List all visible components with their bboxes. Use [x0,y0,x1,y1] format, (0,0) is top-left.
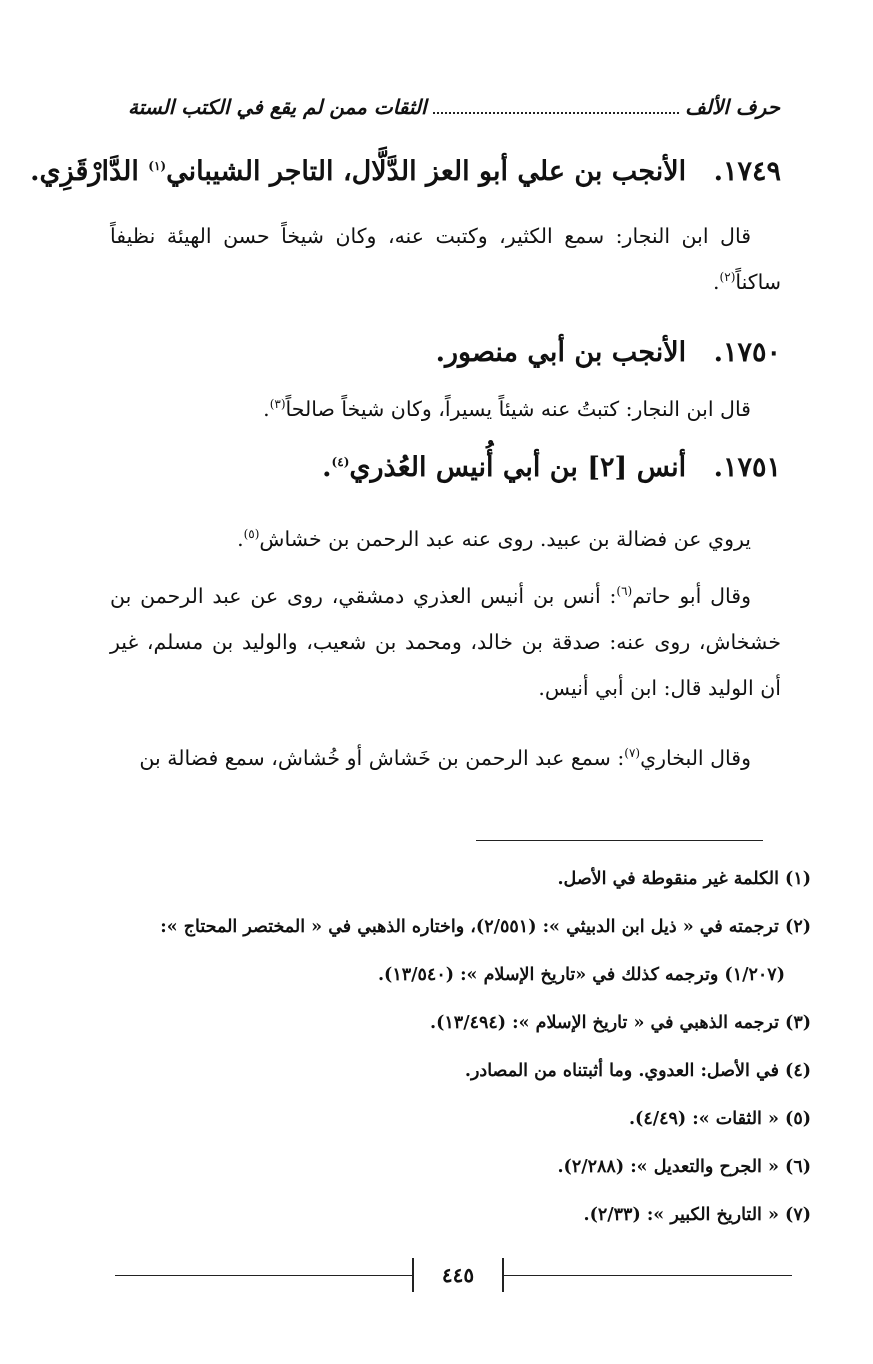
paragraph [110,573,781,711]
footnote: (٦) « الجرح والتعديل »: (٢/٢٨٨). [557,1157,811,1177]
paragraph-text: وقال أبو حاتم [632,584,752,608]
paragraph-end: . [263,397,270,421]
paragraph-end: . [237,527,244,551]
entry-name-tail: الدَّارْقَزِي. [30,156,139,187]
entry-name-tail: . [322,452,332,483]
paragraph-text: يروي عن فضالة بن عبيد. روى عنه عبد الرحمن بن خشاش [259,527,751,551]
footnote-ref: (٣) [269,397,286,412]
entry-title-1751 [110,448,781,488]
paragraph [110,386,781,432]
footnote-divider [476,840,763,841]
entry-name: الأنجب بن أبي منصور. [435,337,687,368]
footnote: (٧) « التاريخ الكبير »: (٢/٣٣). [583,1205,811,1225]
footnote-ref: (١) [148,159,167,173]
paragraph [110,213,781,305]
entry-number: ١٧٥١. [713,452,781,483]
paragraph-text: قال ابن النجار: كتبتُ عنه شيئاً يسيراً، وكان شيخاً صالحاً [285,397,751,421]
header-dotted-leader [433,112,680,114]
paragraph [110,516,781,562]
footnote-ref: (٦) [616,584,633,599]
footnote: (١) الكلمة غير منقوطة في الأصل. [557,869,811,889]
page-number: ٤٤٥ [412,1258,504,1292]
footnotes [100,855,811,1239]
footnote: (٤) في الأصل: العدوي. وما أثبتناه من المصادر. [464,1061,811,1081]
footnote: (٢) ترجمته في « ذيل ابن الدبيثي »: (٢/٥٥١)، واختاره الذهبي في « المختصر المحتاج »: [160,917,811,937]
header-book-title: الثقات ممن لم يقع في الكتب الستة [128,95,427,119]
entry-name: الأنجب بن علي أبو العز الدَّلَّال، التاجر الشيباني [166,156,687,187]
entry-number: ١٧٥٠. [713,337,781,368]
paragraph-text: وقال البخاري [640,746,751,770]
footnote: (٥) « الثقات »: (٤/٤٩). [628,1109,811,1129]
entry-title-1749 [30,152,781,192]
entry-number: ١٧٤٩. [713,156,781,187]
footnote-continuation: (١/٢٠٧) وترجمه كذلك في «تاريخ الإسلام »: (١٣/٥٤٠). [377,965,785,985]
paragraph-end: : سمع عبد الرحمن بن خَشاش أو خُشاش، سمع فضالة بن [139,746,625,770]
footnote-ref: (٥) [243,527,260,542]
footnote-ref: (٧) [624,746,641,761]
paragraph-end: . [713,270,720,294]
entry-name: أنس [٢] بن أبي أُنيس العُذري [349,452,687,483]
paragraph-text: قال ابن النجار: سمع الكثير، وكتبت عنه، وكان شيخاً حسن الهيئة نظيفاً ساكناً [110,224,781,294]
footnote: (٣) ترجمه الذهبي في « تاريخ الإسلام »: (١٣/٤٩٤). [430,1013,811,1033]
running-header [128,95,780,120]
paragraph [110,735,781,781]
footnote-ref: (٢) [719,270,736,285]
footnote-ref: (٤) [331,455,350,469]
paragraph-end: : أنس بن أنيس العذري دمشقي، روى عن عبد الرحمن بن خشخاش، روى عنه: صدقة بن خالد، ومحمد بن شعيب، والوليد بن مسلم، غير أن الوليد قال: ابن أبي أنيس. [110,584,781,700]
header-section: حرف الألف [685,95,780,119]
entry-title-1750 [110,333,781,373]
